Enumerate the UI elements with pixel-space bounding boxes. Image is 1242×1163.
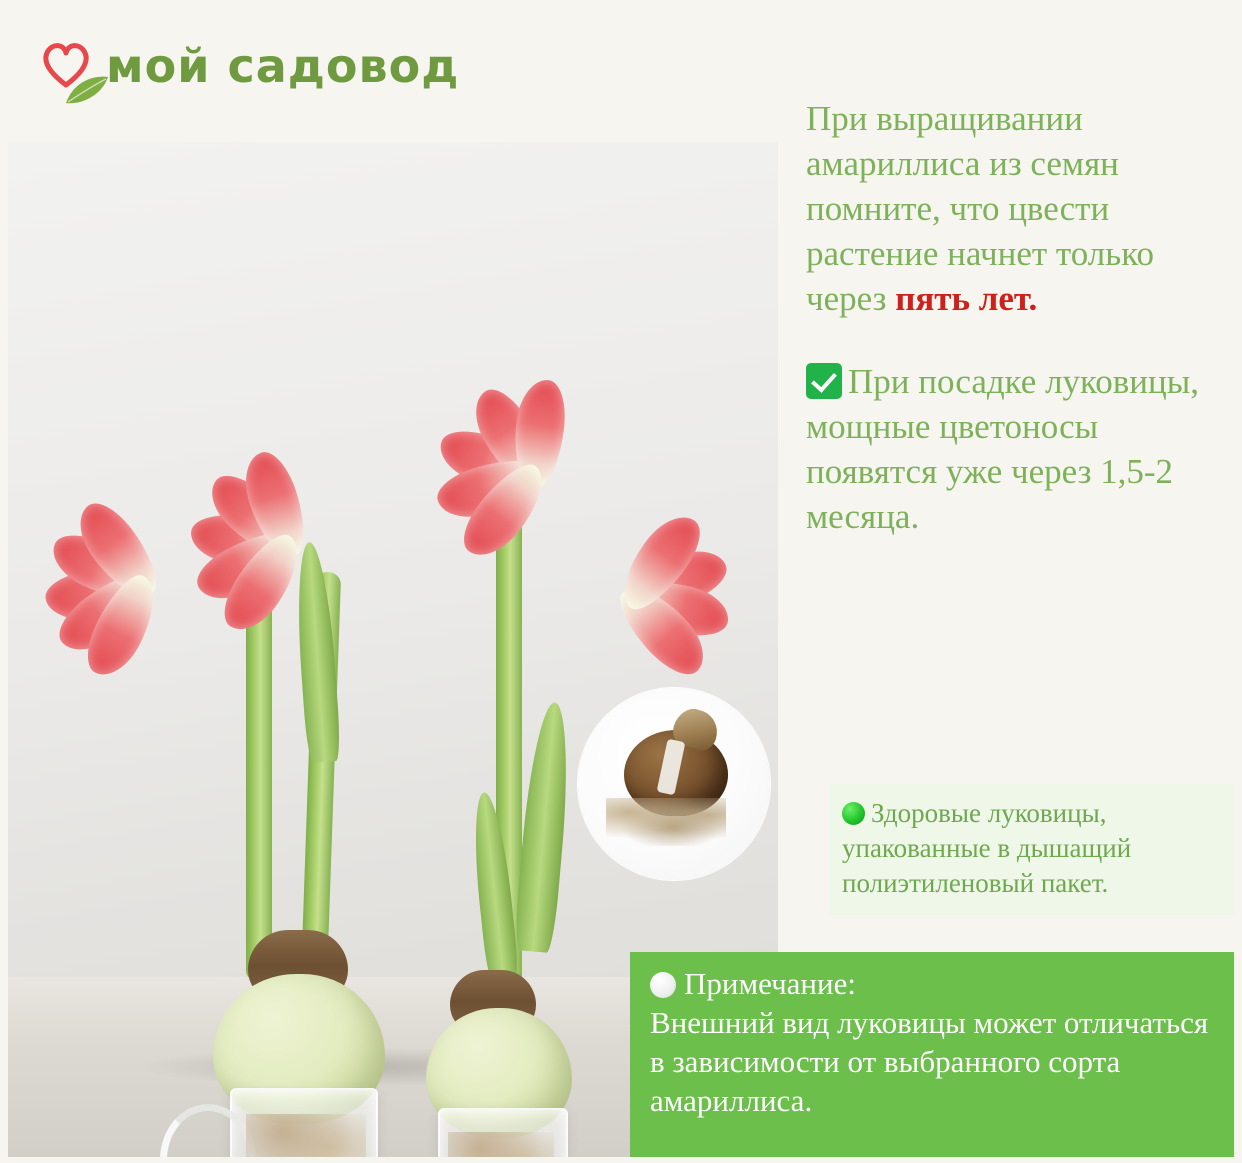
check-mark-icon (806, 363, 842, 399)
footer-note-panel (630, 952, 1234, 1157)
paragraph-seed-growing-accent: пять лет. (895, 279, 1038, 318)
logo-text: мой садовод (106, 39, 460, 93)
bulb-closeup-inset (578, 688, 770, 880)
footer-note-title: Примечание: (684, 966, 856, 1001)
stem-left-a (246, 582, 272, 982)
paragraph-seed-growing-text: При выращивании амариллиса из семян помните, что цвести растение начнет только через (806, 99, 1154, 318)
leaf-icon (64, 75, 110, 105)
white-dot-icon (650, 972, 676, 998)
leaf-right-a (513, 701, 575, 954)
flower-left-2 (183, 462, 393, 632)
healthy-bulbs-note-row (842, 796, 1224, 901)
footer-note-text: Внешний вид луковицы может отличаться в зависимости от выбранного сорта амариллиса. (650, 1005, 1209, 1118)
footer-note-title-row (650, 964, 1218, 1003)
paragraph-seed-growing (806, 96, 1236, 321)
green-dot-icon (842, 802, 865, 825)
text-column (806, 96, 1236, 539)
paragraph-bulb-planting-text: При посадке луковицы, мощные цветоносы появятся уже через 1,5-2 месяца. (806, 362, 1200, 536)
logo-mark (34, 27, 112, 105)
inset-bulb-roots (606, 798, 726, 846)
healthy-bulbs-note (830, 784, 1234, 915)
site-logo (34, 26, 459, 106)
roots-left (246, 1114, 366, 1157)
paragraph-bulb-planting (806, 359, 1236, 539)
healthy-bulbs-note-text: Здоровые луковицы, упакованные в дышащий полиэтиленовый пакет. (842, 798, 1132, 898)
flower-right-2 (528, 512, 738, 682)
roots-right (448, 1132, 554, 1157)
